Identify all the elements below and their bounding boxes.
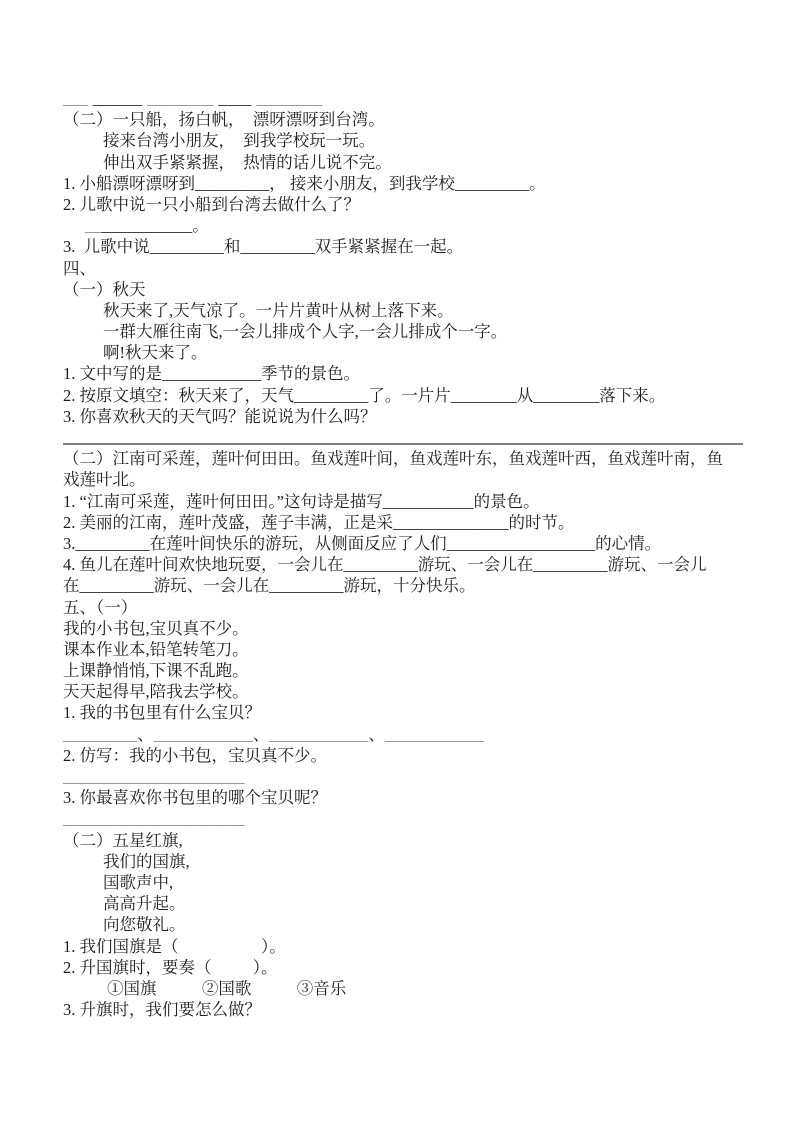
sec5-part2-heading-poem-line: （二）五星红旗, [63,830,183,850]
sec3-part2-question-3: 3. 儿歌中说_________和_________双手紧紧握在一起。 [63,237,464,257]
sec5-part1-question-1-answer-blanks [63,724,743,745]
sec5-part2-question-2: 2. 升国旗时，要奏（ ）。 [63,957,278,977]
blank-segment: ______________________ [63,767,245,786]
sec5-part2-question-1: 1. 我们国旗是（ ）。 [63,936,286,956]
sec5-part1-poem-line: 天天起得早,陪我去学校。 [63,682,249,702]
sec3-part2-question-1: 1. 小船漂呀漂呀到_________， 接来小朋友，到我学校_________。 [63,173,546,193]
sec4-part1-passage-line: 秋天来了,天气凉了。一片片黄叶从树上落下来。 [103,300,454,320]
blank-segment: ____ [218,89,252,108]
sec4-part1-question-3: 3. 你喜欢秋天的天气吗？能说说为什么吗？ [63,406,377,426]
blank-segment: ________ [147,89,214,108]
sec5-part2-poem-line: 国歌声中, [103,872,174,892]
sec3-part2-poem-line: 接来台湾小朋友， 到我学校玩一玩。 [103,131,376,151]
sec3-part2-heading-poem-line: （二）一只船，扬白帆， 漂呀漂呀到台湾。 [63,110,385,130]
blank-segment: ____________ [153,724,253,744]
blank-segment: ____________ [384,724,484,744]
sec5-part1-question-3-answer-line [63,808,743,829]
sec4-part1-question-2: 2. 按原文填空：秋天来了，天气_________了。一片片________从________落下来。 [63,385,666,405]
blank-segment: _________ [63,724,138,744]
blank-segment: ______ [92,89,143,108]
blank-segment: ____________ [269,724,369,744]
sec4-part2-question-4-line: 在_________游玩、一会儿在_________游玩，十分快乐。 [63,576,476,596]
sec4-part2-passage-line: （二）江南可采莲，莲叶何田田。鱼戏莲叶间，鱼戏莲叶东，鱼戏莲叶西，鱼戏莲叶南，鱼 [63,449,723,469]
sec5-part1-poem-line: 我的小书包,宝贝真不少。 [63,618,249,638]
period: 。 [192,216,209,236]
sec5-label: 五、（一） [63,597,138,617]
answer-divider-line [63,443,743,445]
sec5-part1-poem-line: 上课静悄悄,下课不乱跑。 [63,661,249,681]
sec5-part2-question-3: 3. 升旗时，我们要怎么做？ [63,1000,261,1020]
sec5-part2-poem-line: 向您敬礼。 [103,915,186,935]
sec5-part1-question-2: 2. 仿写：我的小书包，宝贝真不少。 [63,745,327,765]
sec4-part1-passage-line: 一群大雁往南飞,一会儿排成个人字,一会儿排成个一字。 [103,322,508,342]
sec5-part1-question-2-answer-line [63,766,743,787]
sec4-part1-answer-line [63,427,743,448]
sec5-part1-question-1: 1. 我的书包里有什么宝贝？ [63,703,261,723]
blank-segment: ______________________ [63,809,245,829]
sec4-part2-question-4-line: 4. 鱼儿在莲叶间欢快地玩耍，一会儿在_________游玩、一会儿在_________游玩、一会儿 [63,555,707,575]
list-separator: 、 [137,724,154,744]
blank-segment: ___________ [101,216,193,236]
sec3-part2-question-2: 2. 儿歌中说一只小船到台湾去做什么了？ [63,194,360,214]
sec4-part2-question-1: 1. “江南可采莲，莲叶何田田。”这句诗是描写___________的景色。 [63,491,540,511]
sec3-part2-poem-line: 伸出双手紧紧握， 热情的话儿说不完。 [103,152,392,172]
sec5-part2-poem-line: 我们的国旗, [103,851,190,871]
sec5-part2-question-2-options: ①国旗 ②国歌 ③音乐 [107,978,347,998]
blank-segment: __ [85,216,102,236]
top-answer-blanks-row [63,88,743,109]
sec4-part1-title: （一）秋天 [63,279,146,299]
sec4-part1-passage-line: 啊!秋天来了。 [103,343,208,363]
sec4-part2-passage-line: 戏莲叶北。 [63,470,146,490]
sec3-part2-question-2-answer-blank [63,215,743,236]
list-separator: 、 [252,724,270,744]
blank-segment: ___ [63,89,88,108]
sec5-part1-poem-line: 课本作业本,铅笔转笔刀。 [63,639,249,659]
blank-segment: ________ [256,89,323,108]
sec5-part1-question-3: 3. 你最喜欢你书包里的哪个宝贝呢？ [63,788,327,808]
sec4-part2-question-3: 3._________在莲叶间快乐的游玩，从侧面反应了人们__________________的心情。 [63,533,662,553]
list-separator: 、 [368,724,385,744]
sec4-part1-question-1: 1. 文中写的是____________季节的景色。 [63,364,360,384]
sec4-part2-question-2: 2. 美丽的江南，莲叶茂盛，莲子丰满，正是采______________的时节。 [63,512,575,532]
sec5-part2-poem-line: 高高升起。 [103,894,186,914]
sec4-label: 四、 [63,258,96,278]
